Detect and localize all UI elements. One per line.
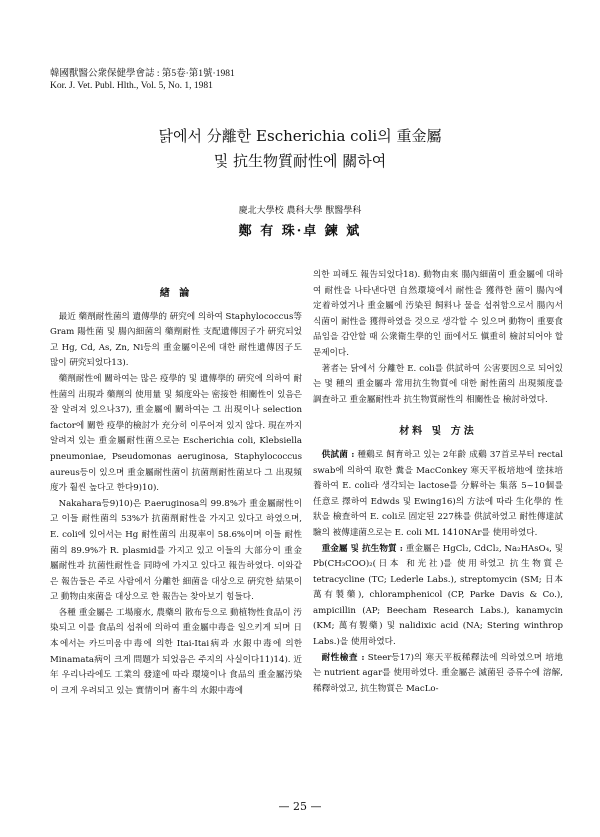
left-column — [50, 280, 302, 699]
page-number: — 25 — — [278, 800, 322, 813]
journal-header — [50, 68, 235, 92]
method-text: Steer등17)의 寒天平板稀釋法에 의하였으며 培地는 nutrient agar를 使用하였다. 重金屬은 滅菌된 증류수에 溶解, 稀釋하였고, 抗生物質은 MacLo- — [313, 652, 564, 694]
journal-line-korean: 韓國獸醫公衆保健學會誌 : 第5卷·第1號·1981 — [50, 69, 235, 79]
method-label: 耐性檢査 : — [321, 652, 365, 663]
paragraph: 藥劑耐性에 關하여는 많은 疫學的 및 遺傳學的 硏究에 의하여 耐性菌의 出現과 藥劑의 使用量 및 頻度와는 密接한 相關性이 있음은 잘 알려져 있으나37), 重金屬에 關하여는 그 出現이나 selection factor에 關한 疫學的檢討가 充分히 이루어져 있지 않다. 現在까지 알려져 있는 重金屬耐性菌으로는 Escherichia coli, Klebsiella pneumoniae, Pseudomonas aeruginosa, Staphylococcus aureus등이 있으며 重金屬耐性菌이 抗菌劑耐性菌보다 그 出現頻度가 훨씬 높다고 한다9)10). — [50, 373, 302, 494]
method-paragraph — [313, 542, 563, 651]
method-label: 重金屬 및 抗生物質 : — [321, 543, 403, 554]
method-paragraph — [313, 651, 563, 698]
paragraph: 各種 重金屬은 工場廢水, 農藥의 散布등으로 動植物性食品이 汚染되고 이를 食品의 섭취에 의하여 重金屬中毒을 일으키게 되며 日本에서는 카드미움中毒에 의한 Itai-Itai病과 水銀中毒에 의한 Minamata病이 크게 問題가 되었음은 주지의 사실이다11)14). 近年 우리나라에도 工業의 發達에 따라 環境이나 食品의 重金屬汚染이 크게 우려되고 있는 實情이며 畜牛의 水銀中毒에 — [50, 607, 302, 696]
method-text: 重金屬은 HgCl₂, CdCl₂, Na₂HAsO₄, 및 Pb(CH₃COO)₂(日本 和光社)를 使用하였고 抗生物質은 tetracycline (TC; Lederle Labs.), streptomycin (SM; 日本 萬有製藥), chloramphenicol (CP, Parke Davis & Co.), ampicillin (AP; Beecham Research Labs.), kanamycin (KM; 萬有製藥) 및 nalidixic acid (NA; Stering winthrop Labs.)을 使用하였다. — [313, 543, 563, 648]
paragraph: Nakahara등9)10)은 P.aeruginosa의 99.8%가 重金屬耐性이고 이들 耐性菌의 53%가 抗菌劑耐性을 가지고 있다고 하였으며, E. coli에 있어서는 Hg 耐性菌의 出現率이 58.6%이며 이들 耐性菌의 89.9%가 R. plasmid를 가지고 있고 이들의 大部分이 重金屬耐性과 抗菌性耐性을 同時에 가지고 있다고 報告하였다. 이와같은 報告들은 주로 사람에서 分離한 細菌을 대상으로 硏究한 結果이고 動物由來菌을 대상으로 한 報告는 찾아보기 힘들다. — [50, 498, 302, 603]
method-label: 供試菌 : — [321, 449, 355, 460]
paragraph: 最近 藥劑耐性菌의 遺傳學的 硏究에 의하여 Staphylococcus等 Gram 陽性菌 및 腸內細菌의 藥劑耐性 支配遺傳因子가 硏究되었고 Hg, Cd, As, Zn, Ni등의 重金屬이온에 대한 耐性遺傳因子도 많이 硏究되었다13). — [50, 311, 302, 369]
journal-line-english: Kor. J. Vet. Publ. Hlth., Vol. 5, No. 1, 1981 — [50, 81, 213, 91]
affiliation: 慶北大學校 農科大學 獸醫學科 — [238, 206, 362, 216]
paragraph: 著者는 닭에서 分離한 E. coli를 供試하여 公害要因으로 되어있는 몇 種의 重金屬과 常用抗生物質에 대한 耐性菌의 出現頻度를 調査하고 重金屬耐性과 抗生物質耐性의 相關性을 檢討하였다. — [313, 363, 563, 405]
section-heading-methods: 材料 및 方法 — [399, 426, 477, 438]
authors: 鄭 有 珠·卓 鍊 斌 — [238, 224, 362, 239]
title-line-2: 및 抗生物質耐性에 關하여 — [213, 152, 387, 170]
title-line-1: 닭에서 分離한 Escherichia coli의 重金屬 — [158, 127, 442, 145]
method-text: 種鷄로 飼育하고 있는 2年齡 成鷄 37首로부터 rectal swab에 의하여 取한 糞을 MacConkey 寒天平板培地에 塗抹培養하여 E. coli라 생각되는 lactose를 分解하는 集落 5~10個를 任意로 擇하여 Edwds 및 Ewing16)의 方法에 따라 生化學的 性狀을 檢査하여 E. coli로 固定된 227株를 供試하였고 耐性傳達試驗의 被傳達菌으로는 E. coli ML 1410NAr를 使用하였다. — [313, 449, 563, 538]
method-paragraph — [313, 448, 563, 542]
section-heading-introduction: 緖 論 — [159, 288, 193, 299]
paragraph: 의한 피해도 報告되었다18). 動物由來 腸內細菌이 重金屬에 대하여 耐性을 나타낸다면 自然環境에서 耐性을 獲得한 菌이 腸內에 定着하였거나 重金屬에 汚染된 飼料나 물을 섭취함으로서 腸內서식菌이 耐性을 獲得하였을 것으로 생각할 수 있으며 動物이 重要食品임을 감안할 때 公衆衛生學的인 面에서도 愼重히 檢討되어야 할 문제이다. — [313, 270, 563, 358]
right-column — [313, 268, 563, 697]
